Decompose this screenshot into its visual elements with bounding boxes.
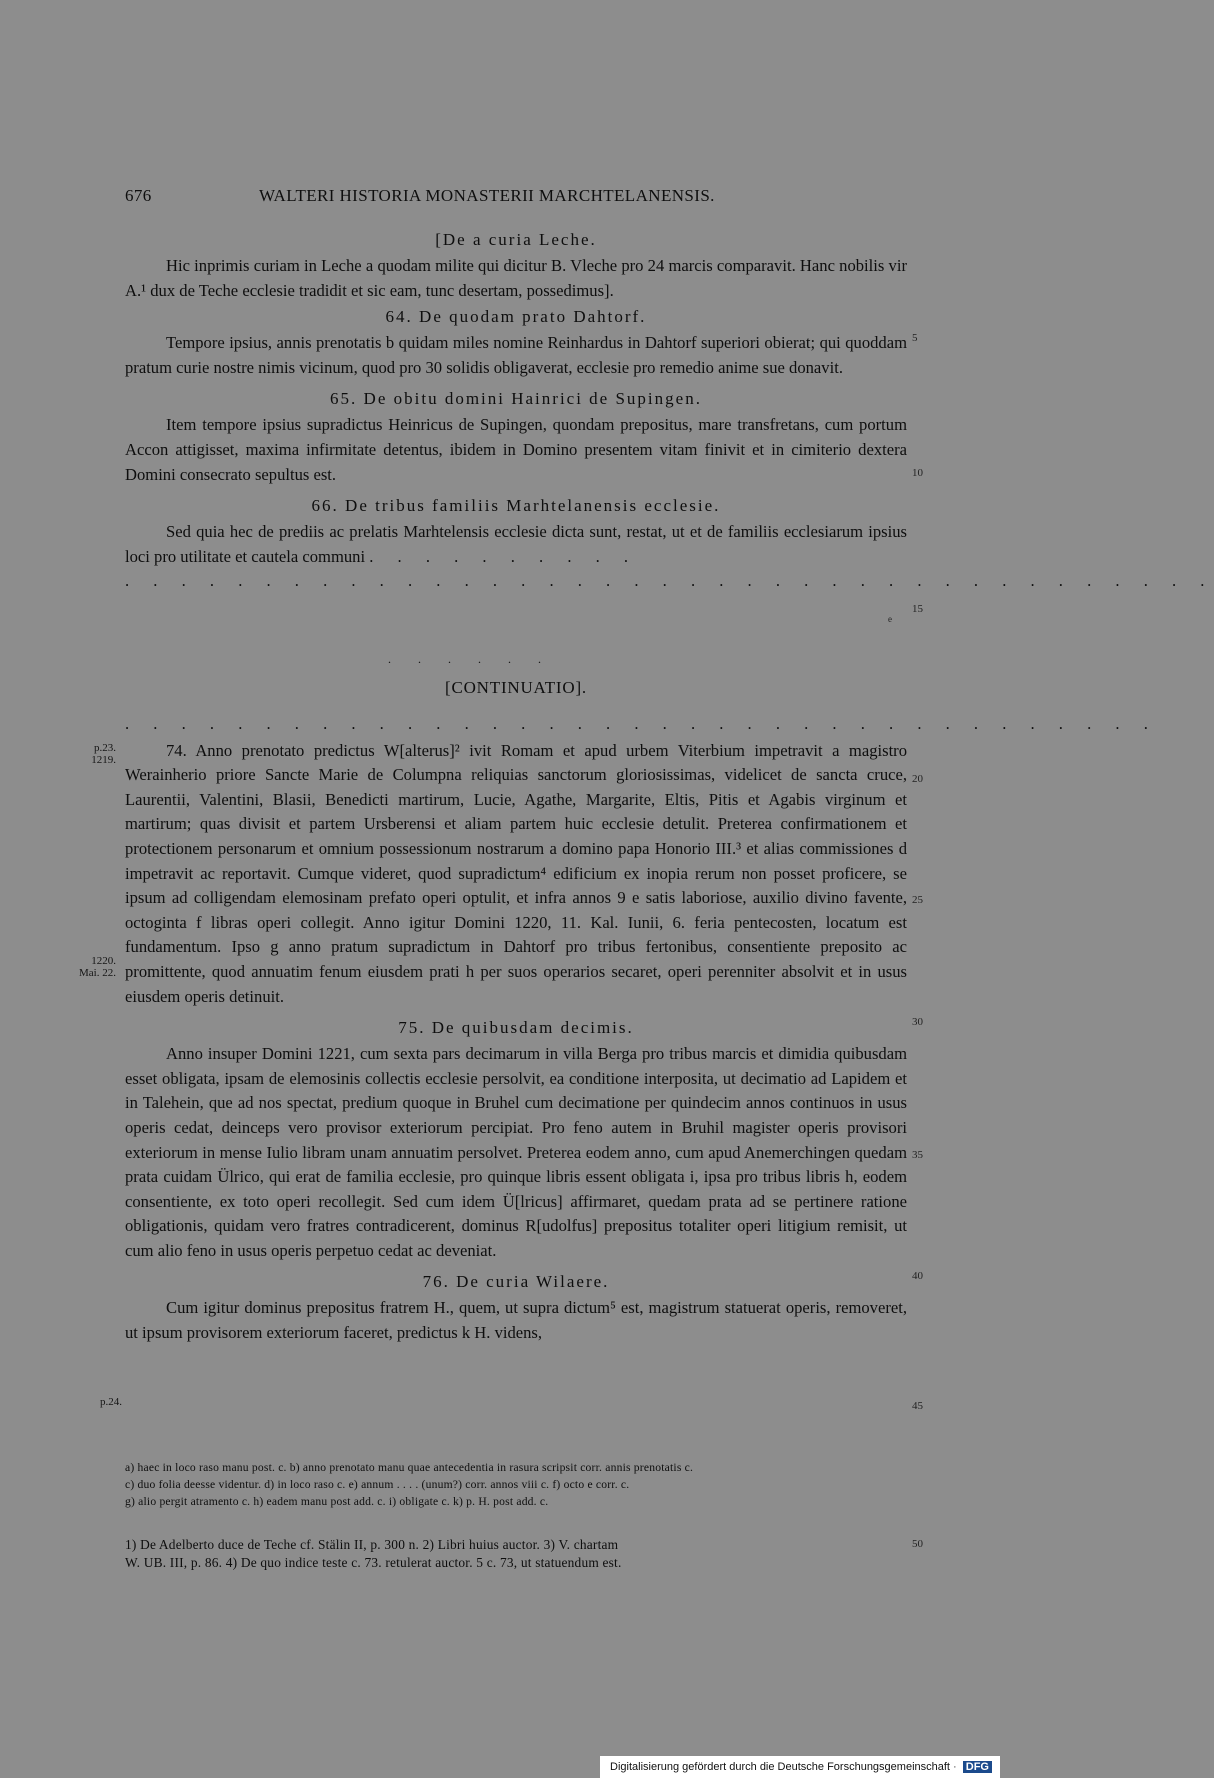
section-heading: [De a curia Leche. <box>435 230 597 249</box>
lacuna-dots: . . . . . . . . . . . . . . . . . . . . . . . . . . . . . . . . . . . . . <box>125 714 1158 733</box>
digitization-footer <box>600 1756 1000 1778</box>
line-number: 30 <box>912 1016 923 1028</box>
section-body: Hic inprimis curiam in Leche a quodam milite qui dicitur B. Vleche pro 24 marcis comparavit. Hanc nobilis vir A.¹ dux de Teche ecclesie tradidit et sic eam, tunc desertam, possedimus]. <box>125 256 907 300</box>
section-heading: 65. De obitu domini Hainrici de Supingen. <box>330 389 702 409</box>
historical-notes <box>125 1536 915 1572</box>
line-number: 15 <box>912 603 923 615</box>
lacuna-dots: . . . . . . <box>388 652 553 666</box>
section-75: Anno insuper Domini 1221, cum sexta pars decimarum in villa Berga pro tribus marcis et dimidia quibusdam esset obligata, ipsam de elemosinis collectis ecclesie persolvit, ea conditione interposita, ut decimatio ad Lapidem et in Talehein, que ad nos spectat, predium quoque in Bruhel cum decimatione per quindecim annos continuos in usus operis cedat, deinceps vero provisor exteriorum percipiat. Pro feno autem in Bruhil magister operis provisori exteriorum in mense Iulio libram unam annuatim persolvet. Preterea eodem anno, cum apud Anemerchingen quedam prata cuidam Ülrico, qui erat de familia ecclesie, pro quinque libris essent obligata i, ipsa pro tribus libris h, eodem consentiente, ex toto operi recollegit. Sed cum idem Ü[lricus] affirmaret, quedam prata ad se pertinere ratione obligationis, quidam vero fratres contradicerent, dominus R[udolfus] prepositus totaliter operi litigium remisit, ut cum alio feno in usus operis perpetuo cedat ac deveniat. <box>125 1044 907 1260</box>
critical-apparatus <box>125 1459 915 1510</box>
lacuna-dots: . . . . . . . . . . . . . . . . . . . . . . . . . . . . . . . . . . . . . . . <box>125 571 1214 591</box>
footer-separator: · <box>949 1761 960 1773</box>
page-number: 676 <box>125 186 152 205</box>
note-line: 1) De Adelberto duce de Teche cf. Stälin II, p. 300 n. 2) Libri huius auctor. 3) V. chartam <box>125 1537 619 1552</box>
line-number: 40 <box>912 1270 923 1282</box>
apparatus-line: g) alio pergit atramento c. h) eadem manu post add. c. i) obligate c. k) p. H. post add. c. <box>125 1495 549 1508</box>
continuatio-heading: [CONTINUATIO]. <box>445 678 587 697</box>
section-body: Item tempore ipsius supradictus Heinricus de Supingen, quondam prepositus, mare transfretans, cum portum Accon attigisset, maxima infirmitate detentus, ibidem in Domino presentem vitam finivit et in cimiterio dextera Domini consecrato sepultus est. <box>125 415 907 484</box>
section-body <box>125 520 907 569</box>
lacuna-dots: . . . . . . . . . . <box>369 546 639 566</box>
section-heading: 76. De curia Wilaere. <box>422 1272 610 1292</box>
footer-text: Digitalisierung gefördert durch die Deutsche Forschungsgemeinschaft <box>610 1761 950 1773</box>
line-number: 50 <box>912 1538 923 1550</box>
apparatus-line: a) haec in loco raso manu post. c. b) anno prenotato manu quae antecedentia in rasura scripsit corr. annis prenotatis c. <box>125 1461 694 1474</box>
line-number: 25 <box>912 894 923 906</box>
line-number: 35 <box>912 1149 923 1161</box>
section-heading: 75. De quibusdam decimis. <box>398 1018 634 1038</box>
note-line: W. UB. III, p. 86. 4) De quo indice teste c. 73. retulerat auctor. 5 c. 73, ut statuendum est. <box>125 1555 622 1570</box>
dfg-logo-icon: DFG <box>963 1761 992 1773</box>
section-body: Tempore ipsius, annis prenotatis b quidam miles nomine Reinhardus in Dahtorf superiori obierat; qui quoddam pratum curie nostre nimis vicinum, quod pro 30 solidis obligaverat, ecclesie pro remedio anime sue donavit. <box>125 333 907 377</box>
section-76: Cum igitur dominus prepositus fratrem H., quem, ut supra dictum⁵ est, magistrum statuerat operis, removeret, ut ipsum provisorem exteriorum faceret, predictus k H. videns, <box>125 1298 907 1343</box>
line-number: 45 <box>912 1400 923 1412</box>
line-number: 5 <box>912 332 918 344</box>
section-74: 74. Anno prenotato predictus W[alterus]² ivit Romam et apud urbem Viterbium impetravit a magistro Werainherio priore Sancte Marie de Columpna reliquias sanctorum gloriosissimas, videlicet de sancta cruce, Laurentii, Valentini, Blasii, Benedicti martirum, Lucie, Agathe, Margarite, Eltis, Pitis et Agabis virginum et martirum; quas divisit et partem Ursberensi et aliam partem huic ecclesie detulit. Preterea confirmationem et protectionem personarum et omnium possessionum nostrarum a domino papa Honorio III.³ et alias commissiones d impetravit ac reportavit. Cumque videret, quod supradictum⁴ edificium ex inopia rerum non posset proficere, se ipsum ad colligendam elemosinam prefato operi optulit, et infra annos 9 e satis laboriose, auxilio divino favente, octoginta f libras operi collegit. Anno igitur Domini 1220, 11. Kal. Iunii, 6. feria pentecosten, locatum est fundamentum. Ipso g anno pratum supradictum in Dahtorf pro tribus fertonibus, consentiente preposito ac promittente, quod annuatim fenum eiusdem prati h per suos operarios secaret, operi perenniter absolvit et in usus eiusdem operis detinuit. <box>125 740 907 1006</box>
margin-note: p.24. <box>100 1396 122 1408</box>
line-number: 20 <box>912 773 923 785</box>
running-title: WALTERI HISTORIA MONASTERII MARCHTELANENSIS. <box>259 186 715 205</box>
footnote-marker: e <box>888 614 892 624</box>
margin-note: 1220. Mai. 22. <box>79 955 116 979</box>
line-number: 10 <box>912 467 923 479</box>
margin-note: p.23. 1219. <box>91 742 116 766</box>
apparatus-line: c) duo folia deesse videntur. d) in loco raso c. e) annum . . . . (unum?) corr. annos viii c. f) octo e corr. c. <box>125 1478 630 1491</box>
section-body-text: Sed quia hec de prediis ac prelatis Marhtelensis ecclesie dicta sunt, restat, ut et de familiis ecclesiarum ipsius loci pro utilitate et cautela communi <box>125 522 907 566</box>
section-heading: 66. De tribus familiis Marhtelanensis ecclesie. <box>311 496 721 516</box>
section-heading: 64. De quodam prato Dahtorf. <box>385 307 647 327</box>
